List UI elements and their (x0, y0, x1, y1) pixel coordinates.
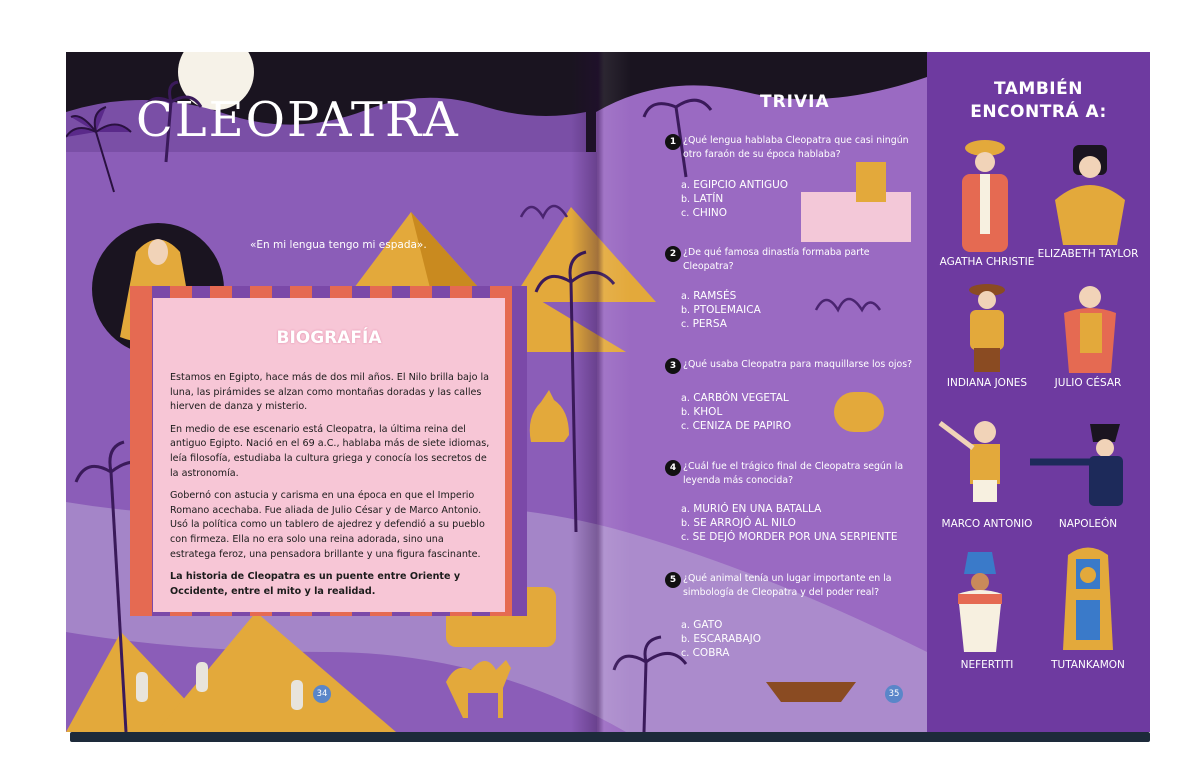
biography-text (170, 371, 490, 607)
nefertiti-illustration (940, 552, 1020, 652)
character-name: INDIANA JONES (946, 377, 1028, 389)
page-number-left: 34 (313, 685, 331, 703)
cleopatra-quote: «En mi lengua tengo mi espada». (250, 239, 427, 251)
question-text: ¿Qué lengua hablaba Cleopatra que casi ningún otro faraón de su época hablaba? (683, 135, 909, 160)
indiana-jones-illustration (952, 282, 1022, 372)
eye-of-horus-icon (834, 392, 884, 432)
question-options (681, 619, 761, 660)
answer-option: a. MURIÓ EN UNA BATALLA (681, 503, 822, 515)
sidebar-title-line: TAMBIÉN (994, 79, 1083, 99)
answer-option: a. EGIPCIO ANTIGUO (681, 179, 789, 191)
question-options (681, 290, 761, 331)
question-text: ¿Cuál fue el trágico final de Cleopatra según la leyenda más conocida? (683, 461, 904, 486)
question-options (681, 392, 791, 433)
bio-paragraph: Estamos en Egipto, hace más de dos mil años. El Nilo brilla bajo la luna, las pirámides se alzan como montañas doradas y las calles hierven de danza y misterio. (170, 372, 490, 413)
question-text: ¿Qué usaba Cleopatra para maquillarse los ojos? (683, 359, 913, 370)
character-name: AGATHA CHRISTIE (939, 256, 1035, 268)
bio-paragraph: Gobernó con astucia y carisma en una época en que el Imperio Romano acechaba. Fue aliada de Julio César y de Marco Antonio. Usó la política como un tablero de ajedrez y defendió a su pueblo con firmeza. Ella no era solo una reina adorada, sino una estratega feroz, una pensadora brillante y una figura fascinante. (170, 490, 485, 560)
page-title: CLEOPATRA (136, 92, 460, 148)
question-number: 5 (665, 572, 681, 588)
bio-closing: La historia de Cleopatra es un puente entre Oriente y Occidente, entre el mito y la realidad. (170, 571, 461, 597)
napoleon-illustration (1025, 422, 1135, 517)
tutankamon-illustration (1058, 545, 1118, 650)
question-number: 4 (665, 460, 681, 476)
answer-option: a. CARBÓN VEGETAL (681, 392, 789, 404)
page-gutter (571, 52, 631, 732)
pharaoh-statue-icon (856, 162, 886, 202)
answer-option: a. RAMSÉS (681, 290, 737, 302)
agatha-christie-illustration (940, 138, 1040, 253)
marco-antonio-illustration (935, 418, 1025, 513)
question-number: 1 (665, 134, 681, 150)
character-name: MARCO ANTONIO (941, 518, 1033, 530)
character-name: JULIO CÉSAR (1054, 377, 1122, 389)
answer-option: a. GATO (681, 619, 723, 631)
answer-option: b. KHOL (681, 405, 723, 418)
character-name: TUTANKAMON (1051, 659, 1125, 671)
answer-option: b. ESCARABAJO (681, 632, 762, 645)
answer-option: c. CHINO (681, 206, 728, 219)
character-name: ELIZABETH TAYLOR (1037, 248, 1139, 260)
question-number: 3 (665, 358, 681, 374)
answer-option: b. SE ARROJÓ AL NILO (681, 516, 796, 529)
sidebar-title (927, 78, 1150, 124)
book-edge (70, 732, 1150, 742)
question-number: 2 (665, 246, 681, 262)
biography-heading: BIOGRAFÍA (276, 328, 382, 348)
answer-option: c. PERSA (681, 317, 727, 330)
sidebar-title-line: ENCONTRÁ A: (970, 102, 1107, 122)
character-name: NEFERTITI (960, 659, 1014, 671)
boat-icon (766, 682, 856, 702)
answer-option: b. PTOLEMAICA (681, 303, 761, 316)
question-options (681, 179, 788, 220)
character-name: NAPOLEÓN (1058, 518, 1118, 530)
question-options (681, 503, 897, 544)
answer-option: b. LATÍN (681, 192, 724, 205)
answer-option: c. SE DEJÓ MORDER POR UNA SERPIENTE (681, 530, 898, 543)
elizabeth-taylor-illustration (1045, 145, 1135, 245)
julio-cesar-illustration (1050, 283, 1130, 373)
answer-option: c. CENIZA DE PAPIRO (681, 419, 792, 432)
answer-option: c. COBRA (681, 646, 730, 659)
bio-paragraph: En medio de ese escenario está Cleopatra, la última reina del antiguo Egipto. Nació en el 69 a.C., hablaba más de siete idiomas, leía filosofía, estudiaba la cultura griega y conocía los secretos de la astronomía. (170, 423, 490, 479)
trivia-title: TRIVIA (760, 92, 830, 112)
question-text: ¿De qué famosa dinastía formaba parte Cleopatra? (683, 247, 870, 272)
page-number-right: 35 (885, 685, 903, 703)
question-text: ¿Qué animal tenía un lugar importante en la simbología de Cleopatra y del poder real? (683, 573, 892, 598)
